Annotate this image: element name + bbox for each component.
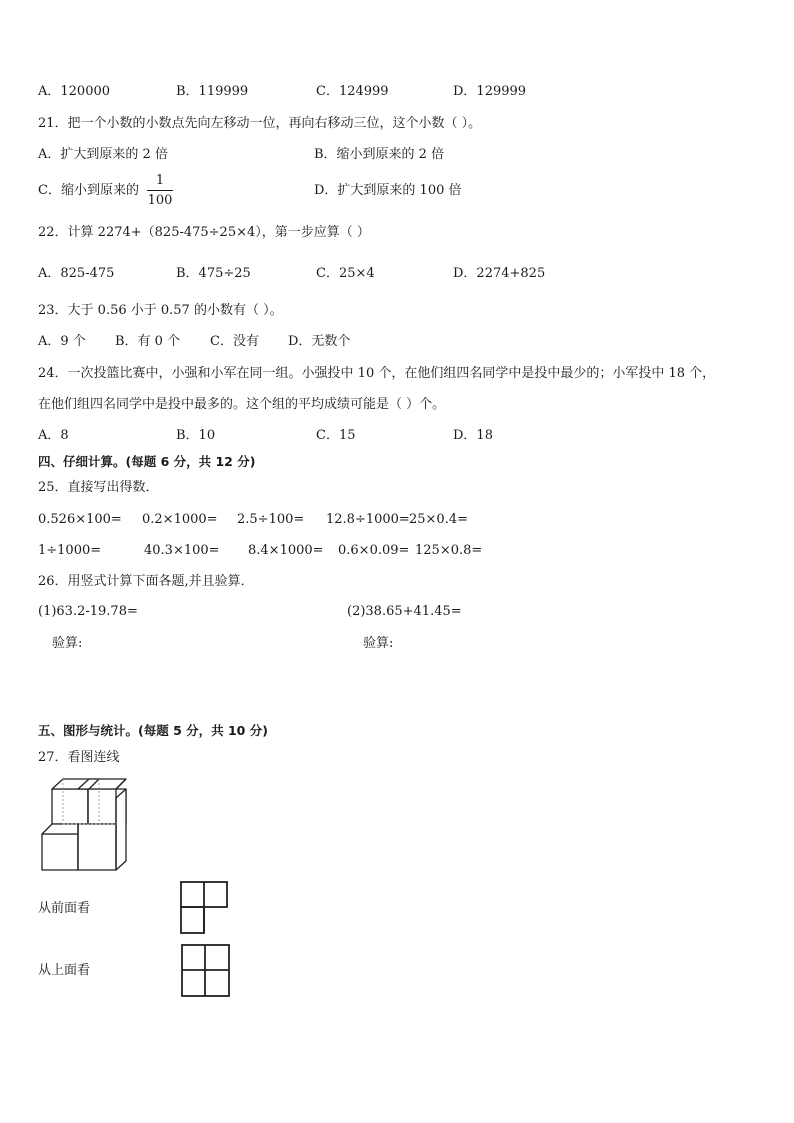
q26-stem: 26．用竖式计算下面各题,并且验算． [38,574,254,589]
q25-item: 8.4×1000= [248,543,324,558]
q25-item: 25×0.4= [409,512,469,527]
q24-option-b: B．10 [176,428,216,443]
q24-stem-line2: 在他们组四名同学中是投中最多的。这个组的平均成绩可能是（ ）个。 [38,397,446,412]
q25-item: 0.526×100= [38,512,122,527]
q27-stem: 27．看图连线 [38,750,120,765]
front-view-grid [180,881,230,935]
q20-option-c: C．124999 [316,84,389,99]
q23-stem: 23．大于 0.56 小于 0.57 的小数有（ ）。 [38,303,283,318]
q20-option-a: A．120000 [38,84,111,99]
q24-option-a: A．8 [38,428,69,443]
q24-stem-line1: 24．一次投篮比赛中，小强和小军在同一组。小强投中 10 个，在他们组四名同学中是投中最少的；小军投中 18 个， [38,366,716,381]
q26-problem-2: (2)38.65+41.45= [347,604,462,619]
q24-option-d: D．18 [453,428,493,443]
q22-option-c: C．25×4 [316,266,375,281]
q21-option-c: C．缩小到原来的 [38,183,139,198]
q21-stem: 21．把一个小数的小数点先向左移动一位，再向右移动三位，这个小数（ ）。 [38,116,482,131]
q22-option-a: A．825-475 [38,266,115,281]
q25-item: 40.3×100= [144,543,220,558]
q25-item: 0.2×1000= [142,512,218,527]
q26-problem-1: (1)63.2-19.78= [38,604,138,619]
q25-item: 125×0.8= [415,543,483,558]
q27-label-front: 从前面看 [38,901,91,916]
q23-option-d: D．无数个 [288,334,351,349]
q22-option-d: D．2274+825 [453,266,546,281]
top-view-grid [181,944,231,998]
q21-option-d: D．扩大到原来的 100 倍 [314,183,462,198]
q26-check-2: 验算: [363,636,394,651]
q21-option-b: B．缩小到原来的 2 倍 [314,147,445,162]
q26-check-1: 验算: [52,636,83,651]
q21-option-a: A．扩大到原来的 2 倍 [38,147,168,162]
q27-label-top: 从上面看 [38,963,91,978]
q22-stem: 22．计算 2274+（825-475÷25×4），第一步应算（ ） [38,225,370,240]
q25-item: 12.8÷1000= [326,512,410,527]
q25-item: 2.5÷100= [237,512,305,527]
q20-option-b: B．119999 [176,84,249,99]
q23-option-c: C．没有 [210,334,259,349]
fraction-denominator: 100 [147,193,173,208]
section-4-title: 四、仔细计算。(每题 6 分，共 12 分) [38,454,256,469]
q20-option-d: D．129999 [453,84,527,99]
fraction-numerator: 1 [155,173,165,188]
cube-stack-figure [38,776,134,872]
section-5-title: 五、图形与统计。(每题 5 分，共 10 分) [38,723,268,738]
fraction-bar [147,190,173,191]
q23-option-b: B．有 0 个 [115,334,181,349]
q22-option-b: B．475÷25 [176,266,251,281]
q24-option-c: C．15 [316,428,356,443]
q25-item: 0.6×0.09= [338,543,410,558]
q25-stem: 25．直接写出得数． [38,480,159,495]
q21-fraction [147,174,173,207]
q23-option-a: A．9 个 [38,334,86,349]
q25-item: 1÷1000= [38,543,102,558]
